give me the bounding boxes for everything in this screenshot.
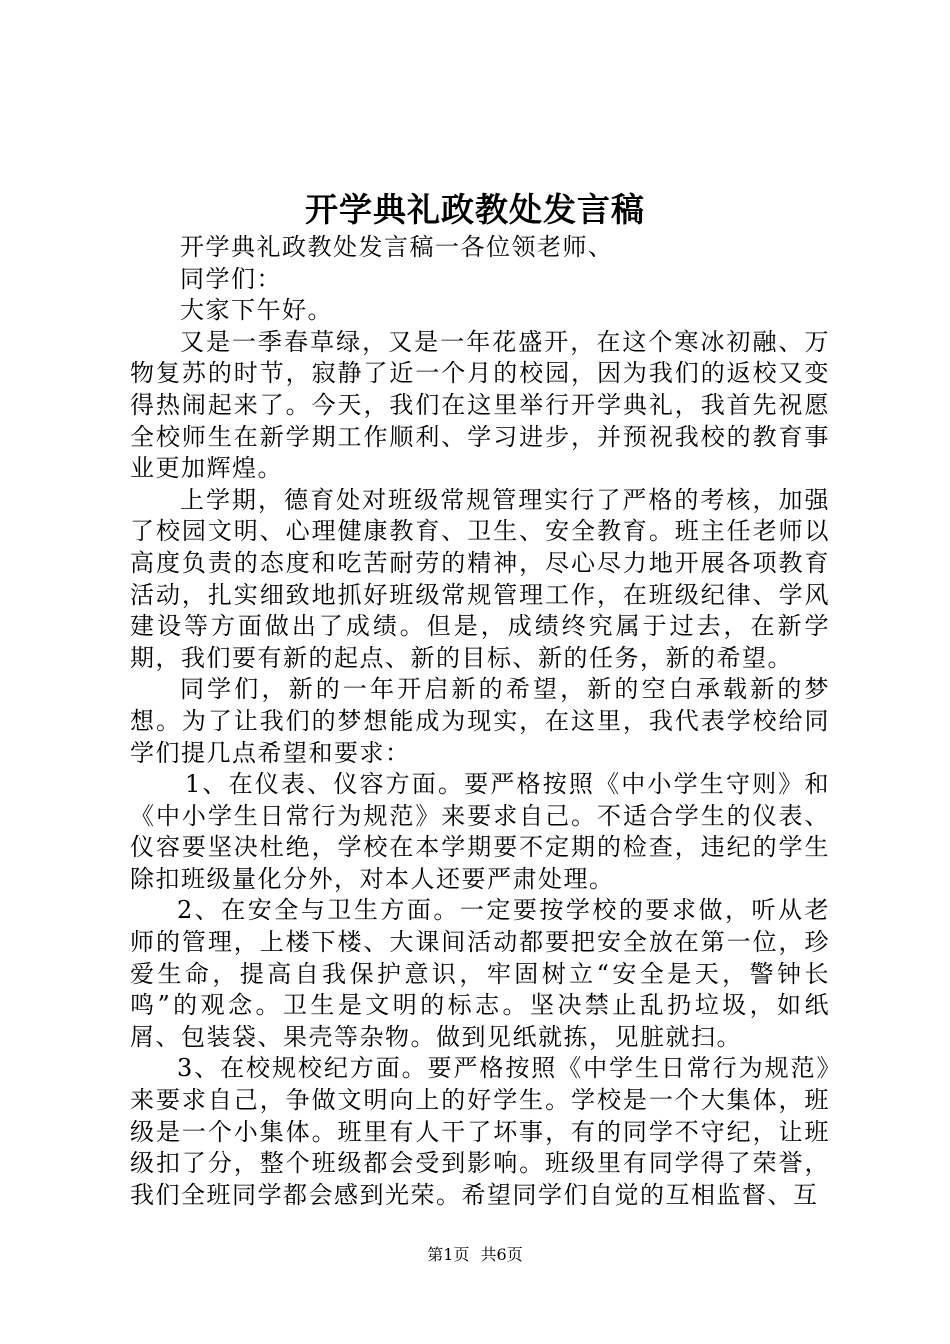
paragraph: 2、在安全与卫生方面。一定要按学校的要求做，听从老师的管理，上楼下楼、大课间活动都要把安全放在第一位，珍爱生命，提高自我保护意识，牢固树立“安全是天，警钟长鸣”的观念。卫生是文明的标志。坚决禁止乱扔垃圾，如纸屑、包装袋、果壳等杂物。做到见纸就拣，见脏就扫。 (130, 896, 830, 1051)
paragraph: 同学们，新的一年开启新的希望，新的空白承载新的梦想。为了让我们的梦想能成为现实，在这里，我代表学校给同学们提几点希望和要求： (130, 675, 830, 767)
paragraph: 开学典礼政教处发言稿一各位领老师、 (180, 233, 614, 261)
paragraph: 1、在仪表、仪容方面。要严格按照《中小学生守则》和《中小学生日常行为规范》来要求自己。不适合学生的仪表、仪容要坚决杜绝，学校在本学期要不定期的检查，违纪的学生除扣班级量化分外，对本人还要严肃处理。 (130, 770, 830, 893)
document-body (130, 232, 830, 1211)
page-number: 第1页 (427, 1245, 470, 1264)
paragraph: 又是一季春草绿，又是一年花盛开，在这个寒冰初融、万物复苏的时节，寂静了近一个月的校园，因为我们的返校又变得热闹起来了。今天，我们在这里举行开学典礼，我首先祝愿全校师生在新学期工作顺利、学习进步，并预祝我校的教育事业更加辉煌。 (130, 327, 830, 483)
paragraph: 大家下午好。 (180, 296, 333, 325)
paragraph: 同学们： (180, 264, 282, 293)
paragraph: 3、在校规校纪方面。要严格按照《中学生日常行为规范》来要求自己，争做文明向上的好学生。学校是一个大集体，班级是一个小集体。班里有人干了坏事，有的同学不守纪，让班级扣了分，整个班级都会受到影响。班级里有同学得了荣誉，我们全班同学都会感到光荣。希望同学们自觉的互相监督、互 (130, 1054, 830, 1209)
document-title: 开学典礼政教处发言稿 (305, 190, 645, 229)
page-footer (0, 1242, 950, 1265)
page-total: 共6页 (480, 1245, 523, 1264)
paragraph: 上学期，德育处对班级常规管理实行了严格的考核，加强了校园文明、心理健康教育、卫生、安全教育。班主任老师以高度负责的态度和吃苦耐劳的精神，尽心尽力地开展各项教育活动，扎实细致地抓好班级常规管理工作，在班级纪律、学风建设等方面做出了成绩。但是，成绩终究属于过去，在新学期，我们要有新的起点、新的目标、新的任务，新的希望。 (130, 485, 830, 672)
